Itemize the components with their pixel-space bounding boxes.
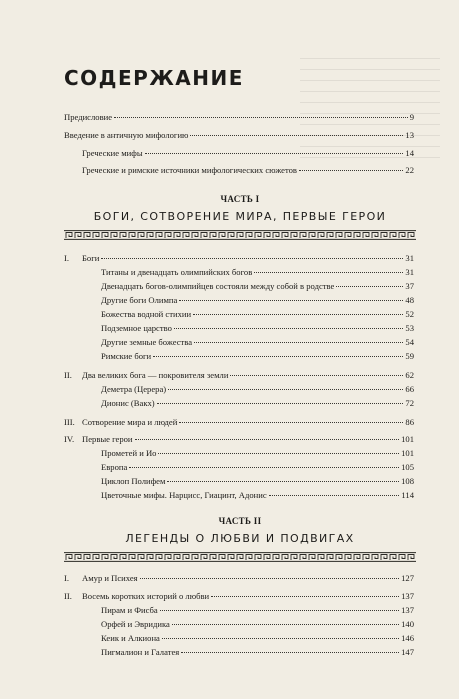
part-title: БОГИ, СОТВОРЕНИЕ МИРА, ПЕРВЫЕ ГЕРОИ [93,210,387,223]
toc-entry [82,163,414,177]
part-label: ЧАСТЬ I [220,194,260,204]
toc-entry [101,474,414,488]
entry-numeral: II. [64,370,72,380]
toc-entry [101,396,414,410]
entry-text: Двенадцать богов-олимпийцев состояли между собой в родстве [101,281,335,291]
entry-page: 54 [405,337,414,347]
entry-page: 52 [405,309,414,319]
dot-leader [254,272,403,273]
greek-key-ornament [64,230,416,240]
toc-entry [101,307,414,321]
entry-page: 72 [405,398,414,408]
dot-leader [158,453,399,454]
toc-entry [101,645,414,659]
greek-key-ornament [64,552,416,562]
entry-page: 147 [401,647,414,657]
entry-numeral: IV. [64,434,75,444]
entry-text: Дионис (Вакх) [101,398,155,408]
entry-text: Другие боги Олимпа [101,295,178,305]
entry-text: Цветочные мифы. Нарцисс, Гиацинт, Адонис [101,490,267,500]
entry-numeral: I. [64,573,70,583]
entry-page: 146 [401,633,414,643]
entry-page: 31 [405,267,414,277]
entry-numeral: I. [64,253,70,263]
toc-entry [101,488,414,502]
toc-entry [64,415,414,429]
toc-entry [64,251,414,265]
entry-page: 59 [405,351,414,361]
toc-entry [101,603,414,617]
entry-page: 22 [405,165,414,175]
dot-leader [101,258,403,259]
entry-text: Божества водной стихии [101,309,192,319]
entry-page: 86 [405,417,414,427]
entry-page: 127 [401,573,414,583]
dot-leader [145,153,404,154]
entry-page: 37 [405,281,414,291]
dot-leader [167,481,399,482]
dot-leader [129,467,399,468]
entry-text: Боги [82,253,100,263]
entry-page: 9 [409,112,414,122]
entry-text: Другие земные божества [101,337,193,347]
dot-leader [160,610,399,611]
entry-text: Европа [101,462,128,472]
entry-page: 13 [405,130,414,140]
entry-text: Прометей и Ио [101,448,157,458]
entry-page: 108 [401,476,414,486]
dot-leader [179,422,403,423]
toc-entry [64,128,414,142]
dot-leader [230,375,403,376]
entry-page: 48 [405,295,414,305]
entry-page: 31 [405,253,414,263]
dot-leader [299,170,403,171]
entry-text: Титаны и двенадцать олимпийских богов [101,267,253,277]
dot-leader [193,314,403,315]
dot-leader [172,624,399,625]
dot-leader [114,117,408,118]
entry-text: Подземное царство [101,323,172,333]
entry-page: 14 [405,148,414,158]
entry-text: Сотворение мира и людей [82,417,178,427]
dot-leader [174,328,403,329]
dot-leader [336,286,403,287]
entry-page: 53 [405,323,414,333]
toc-entry [64,571,414,585]
dot-leader [162,638,399,639]
entry-text: Деметра (Церера) [101,384,167,394]
entry-page: 114 [401,490,414,500]
dot-leader [153,356,403,357]
toc-entry [64,432,414,446]
entry-text: Восемь коротких историй о любви [82,591,210,601]
entry-text: Введение в античную мифологию [64,130,189,140]
toc-entry [101,321,414,335]
dot-leader [211,596,399,597]
dot-leader [135,439,400,440]
entry-text: Греческие мифы [82,148,143,158]
entry-text: Греческие и римские источники мифологических сюжетов [82,165,297,175]
entry-text: Орфей и Эвридика [101,619,170,629]
toc-entry [82,146,414,160]
part-title: ЛЕГЕНДЫ О ЛЮБВИ И ПОДВИГАХ [125,532,355,545]
entry-page: 66 [405,384,414,394]
part-label: ЧАСТЬ II [218,516,262,526]
entry-numeral: II. [64,591,72,601]
entry-page: 62 [405,370,414,380]
toc-entry [101,293,414,307]
toc-entry [101,446,414,460]
entry-text: Амур и Психея [82,573,138,583]
dot-leader [140,578,400,579]
entry-numeral: III. [64,417,75,427]
dot-leader [269,495,400,496]
toc-entry [101,279,414,293]
entry-page: 101 [401,434,414,444]
dot-leader [181,652,399,653]
dot-leader [190,135,403,136]
toc-entry [101,382,414,396]
entry-text: Римские боги [101,351,152,361]
entry-page: 137 [401,605,414,615]
entry-page: 105 [401,462,414,472]
toc-entry [64,589,414,603]
entry-page: 137 [401,591,414,601]
dot-leader [194,342,403,343]
entry-text: Кеик и Алкиона [101,633,160,643]
entry-text: Пигмалион и Галатея [101,647,180,657]
toc-entry [101,335,414,349]
entry-text: Предисловие [64,112,113,122]
entry-page: 101 [401,448,414,458]
toc-entry [64,368,414,382]
bleed-through-text [300,58,440,158]
toc-entry [101,460,414,474]
entry-text: Пирам и Фисба [101,605,158,615]
toc-entry [101,617,414,631]
toc-entry [101,631,414,645]
entry-page: 140 [401,619,414,629]
toc-entry [101,265,414,279]
page-title: СОДЕРЖАНИЕ [64,66,244,90]
toc-entry [64,110,414,124]
dot-leader [157,403,404,404]
entry-text: Два великих бога — покровителя земли [82,370,229,380]
toc-entry [101,349,414,363]
entry-text: Циклоп Полифем [101,476,166,486]
dot-leader [179,300,403,301]
entry-text: Первые герои [82,434,133,444]
dot-leader [168,389,403,390]
